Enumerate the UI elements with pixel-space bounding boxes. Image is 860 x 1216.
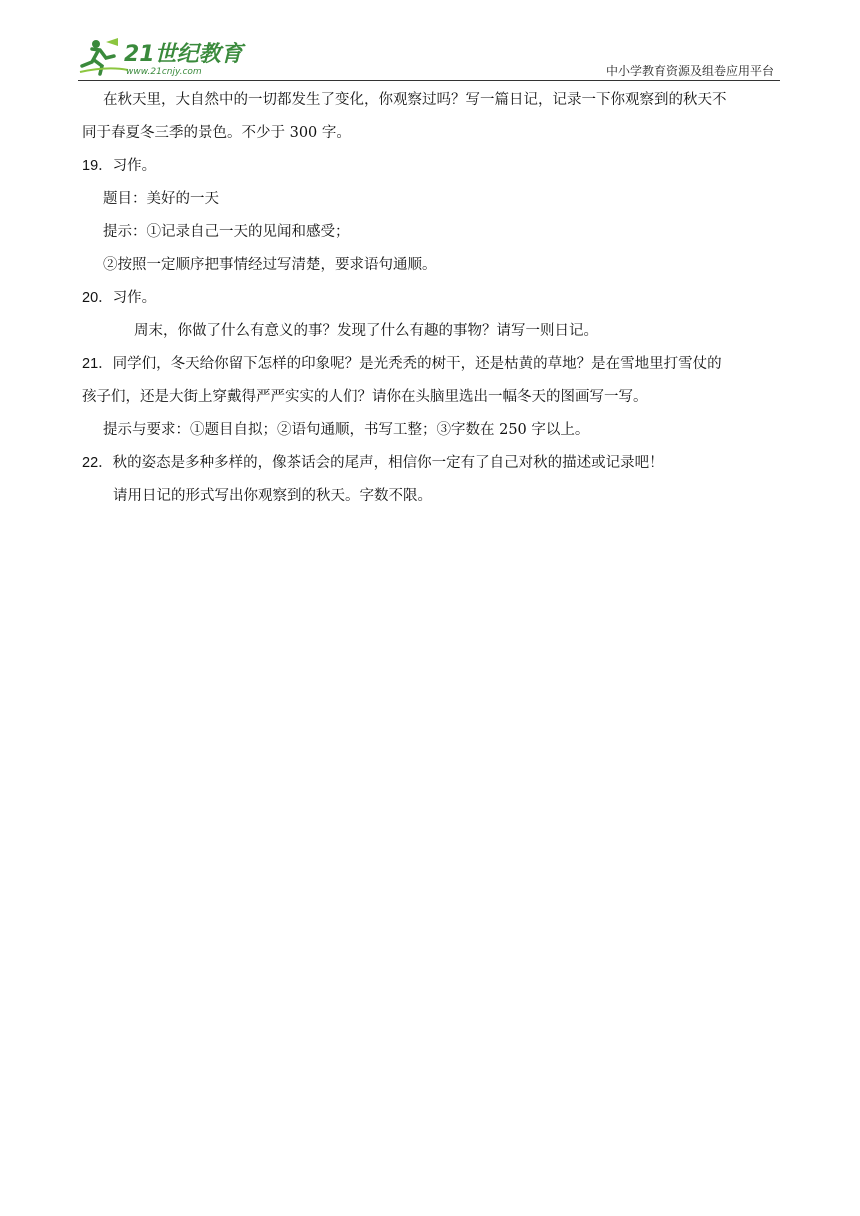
q19-topic: 题目：美好的一天 [103,191,219,207]
q19-number: 19． [82,158,113,174]
q20-title: 习作。 [112,290,157,306]
q22-heading [82,447,782,480]
q21-number: 21． [82,356,113,372]
q19-hint-1: 提示：①记录自己一天的见闻和感受； [103,224,350,240]
q18-line-2: 同于春夏冬三季的景色。不少于 300 字。 [82,125,351,141]
site-logo [78,36,258,78]
header-divider [78,80,780,81]
q20-body: 周末，你做了什么有意义的事？发现了什么有趣的事物？请写一则日记。 [134,323,598,339]
runner-logo-icon [78,36,258,78]
q22-line-1: 秋的姿态是多种多样的，像茶话会的尾声，相信你一定有了自己对秋的描述或记录吧！ [112,455,664,471]
document-body [82,84,782,513]
q19-hint-2: ②按照一定顺序把事情经过写清楚，要求语句通顺。 [103,257,437,273]
logo-title: 21世纪教育 [124,42,243,67]
page-header [78,32,780,80]
q18-line-1: 在秋天里，大自然中的一切都发生了变化，你观察过吗？写一篇日记，记录一下你观察到的秋天不 [103,92,727,108]
q19-heading [82,150,782,183]
platform-name: 中小学教育资源及组卷应用平台 [605,64,774,78]
q22-line-2: 请用日记的形式写出你观察到的秋天。字数不限。 [113,488,432,504]
q21-line-1: 同学们，冬天给你留下怎样的印象呢？是光秃秃的树干，还是枯黄的草地？是在雪地里打雪仗的 [112,356,722,372]
q20-number: 20． [82,290,113,306]
q21-hint: 提示与要求：①题目自拟；②语句通顺，书写工整；③字数在 250 字以上。 [103,422,590,438]
q22-number: 22． [82,455,113,471]
q20-heading [82,282,782,315]
q21-heading [82,348,782,381]
logo-url: www.21cnjy.com [126,67,202,77]
q21-line-2: 孩子们，还是大街上穿戴得严严实实的人们？请你在头脑里选出一幅冬天的图画写一写。 [82,389,648,405]
q19-title: 习作。 [112,158,157,174]
